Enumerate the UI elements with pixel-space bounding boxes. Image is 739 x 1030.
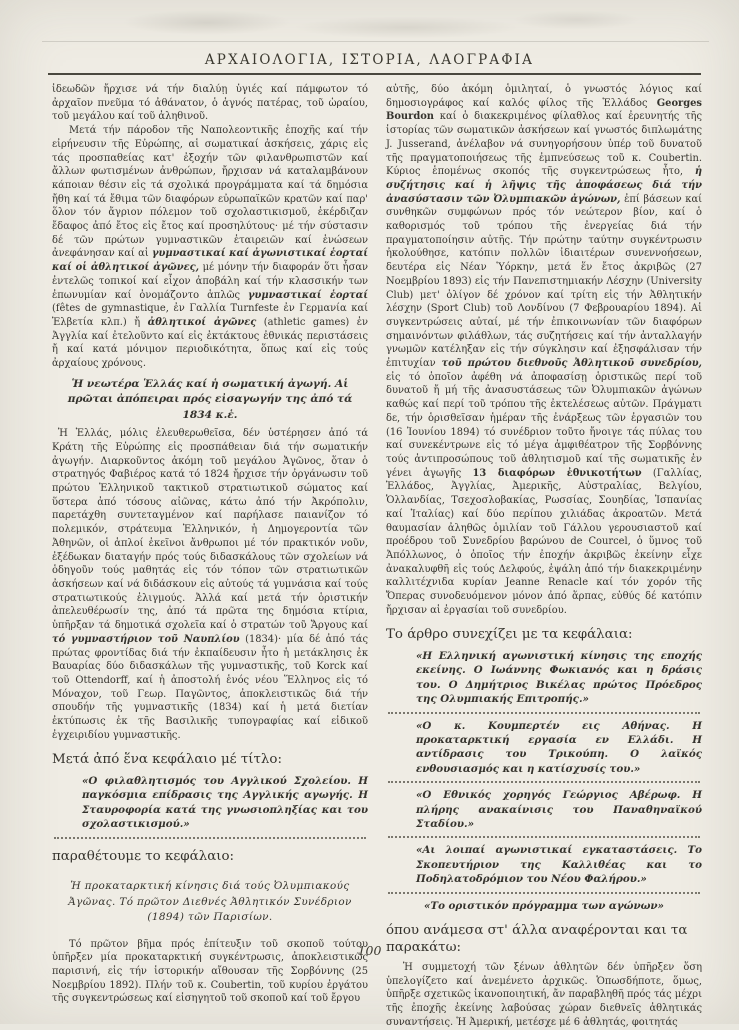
two-column-text-area — [52, 83, 703, 1030]
chapter-title-quote: «Ο Εθνικός χορηγός Γεώργιος Αβέρωφ. Η πλήρης ανακαίνισις του Παναθηναϊκού Σταδίου.» — [416, 789, 702, 830]
dotted-separator — [54, 836, 366, 839]
dotted-separator — [388, 891, 700, 894]
chapter-title-quote: «Αι λοιπαί αγωνιστικαί εγκαταστάσεις. Το Σκοπευτήριον της Καλλιθέας και το Ποδηλατοδρόμιον του Νέου Φαλήρου.» — [416, 844, 702, 886]
lead-in-text: Το άρθρο συνεχίζει με τα κεφάλαια: — [386, 627, 633, 643]
top-edge-artifact-line — [42, 41, 709, 42]
header-rule — [48, 73, 701, 75]
paragraph: Μετά τήν πάροδον τῆς Ναπολεοντικῆς ἐποχῆς καί τήν εἰρήνευσιν τῆς Εὐρώπης, αἱ σωματικαί ἀσκήσεις, χάρις εἰς τάς προσπαθείας κατ' ἐξοχήν τῶν φιλανθρωπιστῶν καί ἄλλων φωτισμένων ἀνθρώπων, ἤρχισαν νά καταλαμβάνουν κάποιαν θέσιν εἰς τά σχολικά προγράμματα καί τά δημόσια ἤθη καί τά ἔθιμα τῶν διαφόρων εὐρωπαϊκῶν κρατῶν καί παρ' ὅλον τόν ἄγριον πόλεμον τοῦ σχολαστικισμοῦ, ἐκέρδιζαν ἔδαφος ἀπό ἔτος εἰς ἔτος καί προσηλύτους· μέ τήν σύστασιν δέ τῶν πρώτων γυμναστικῶν ἑταιρειῶν καί ἑνώσεων ἀνεφάνησαν καί αἱ γυμναστικαί καί ἀγωνιστικαί ἑορταί καί οἱ ἀθλητικοί ἀγῶνες, μέ μόνην τήν διαφοράν ὅτι ἦσαν ἐντελῶς τοπικοί καί εἶχον ἀποβάλη καί τήν κλασσικήν των ἐπωνυμίαν καί ὀνομάζοντο ἁπλῶς γυμναστικαί ἑορταί (fêtes de gymnastique, ἐν Γαλλία Turnfeste ἐν Γερμανία καί Ἑλβετία κλπ.) ἤ ἀθλητικοί ἀγῶνες (athletic games) ἐν Ἀγγλία καί ἐτελοῦντο καί εἰς ἐκτάκτους ἐθνικάς περιστάσεις ἤ καί κατά μόνιμον περιοδικότητα, ὅπως καί εἰς τούς ἀρχαίους χρόνους. — [52, 125, 369, 370]
dotted-separator — [388, 835, 700, 838]
page-header-title: ΑΡΧΑΙΟΛΟΓΙΑ, ΙΣΤΟΡΙΑ, ΛΑΟΓΡΑΦΙΑ — [204, 52, 535, 68]
paragraph: Ἡ συμμετοχή τῶν ξένων ἀθλητῶν δέν ὑπῆρξεν ὅση ὑπελογίζετο καί ἀνεμένετο ἀρχικῶς. Ὁπωσδήποτε, ὅμως, ὑπῆρξε σχετικῶς ἱκανοποιητική, ἄν παραβληθῆ πρός τάς μέχρι τῆς ἐποχῆς ἐκείνης λαβούσας χώραν διεθνεῖς ἀθλητικάς συναντήσεις. Ἡ Ἀμερική, μετέσχε μέ 6 ἀθλητάς, φοιτητάς — [386, 962, 702, 1028]
final-chapter-title: «Το οριστικόν πρόγραμμα των αγώνων» — [424, 899, 664, 912]
lead-in-text: παραθέτουμε το κεφάλαιο: — [52, 848, 235, 864]
page-number: 100 — [357, 943, 382, 958]
paragraph-continuation: ἰδεωδῶν ἤρχισε νά τήν διαλύῃ ὑγιές καί πάμφωτον τό ἀρχαῖον πνεῦμα τό ἀθάνατον, ὁ ἁγνός πατέρας, τοῦ ὡραίου, τοῦ μεγάλου καί τοῦ ἀληθινοῦ. — [52, 84, 368, 123]
scan-noise-artifact — [0, 0, 739, 50]
lead-in-text: όπου ανάμεσα στ' άλλα αναφέρονται και τα παρακάτω: — [386, 923, 688, 955]
chapter-title-quote: «Ο φιλαθλητισμός του Αγγλικού Σχολείου. Η παγκόσμια επίδρασις της Αγγλικής αγωγής. Η Σταυροφορία κατά της γνωσιοπληξίας και του σχολαστικισμού.» — [82, 774, 368, 831]
chapter-title-quote: «Ο κ. Κουμπερτέν εις Αθήνας. Η προκαταρκτική εργασία εν Ελλάδι. Η αντίδρασις του Τρικούπη. Ο λαϊκός ενθουσιασμός και η κατίσχυσίς του.» — [416, 719, 702, 775]
section-heading: Ἡ νεωτέρα Ἑλλάς καί ἡ σωματική ἀγωγή. Αἱ πρῶται ἀπόπειραι πρός εἰσαγωγήν της ἀπό τά 1834 κ.ἑ. — [67, 377, 353, 421]
paragraph: Ἡ Ἑλλάς, μόλις ἐλευθερωθεῖσα, δέν ὑστέρησεν ἀπό τά Κράτη τῆς Εὐρώπης εἰς προσπάθειαν διά τήν σωματικήν ἀγωγήν. Διαρκοῦντος ἀκόμη τοῦ μεγάλου Ἀγῶνος, ὅταν ὁ στρατηγός Φαβιέρος κατά τό 1824 ἤρχισε τήν ὀργάνωσιν τοῦ πρώτου Ἑλληνικοῦ τακτικοῦ στρατιωτικοῦ σώματος καί ὕστερα ἀπό τόσους αἰῶνας, κάτω ἀπό τήν Ἀκρόπολιν, παρετάχθη συντεταγμένον καί παρήλασε παιανίζον τό πολεμικόν, στράτευμα Ἑλληνικόν, ἡ Δημογεροντία τῶν Ἀθηνῶν, οἱ ἁπλοί ἐκεῖνοι ἄνθρωποι μέ τόν πρακτικόν νοῦν, ἐξέδωκαν διαταγήν πρός τούς διδασκάλους τῶν σχολείων νά ὁδηγοῦν τούς μαθητάς εἰς τόν τόπον τῶν στρατιωτικῶν ἀσκήσεων καί νά διδάσκουν εἰς αὐτούς τά γυμνάσια καί τούς στρατιωτικούς ἑλιγμούς. Ἀλλά καί μετά τήν ὁριστικήν ἀπελευθέρωσίν της, ἀπό τά πρῶτα της δημόσια κτίρια, ὑπῆρξαν τά δημοτικά σχολεῖα καί ὁ στρατών τοῦ Ἄργους καί τό γυμναστήριον τοῦ Ναυπλίου (1834)· μία δέ ἀπό τάς πρώτας φροντίδας διά τήν ἐκπαίδευσιν ἦτο ἡ μετάκλησις ἐκ Βαυαρίας δύο διδασκάλων τῆς γυμναστικῆς, τοῦ Korck καί τοῦ Ottendorff, καί ἡ ἀποστολή ἑνός νέου Ἕλληνος εἰς τό Μόναχον, τοῦ Γεωρ. Παγῶντος, ἀποκλειστικῶς διά τήν σπουδήν τῆς γυμναστικῆς (1834) καί ἡ μετά διετίαν ἐκτύπωσις ἐκ τῆς Βασιλικῆς τυπογραφίας καί εἰδικοῦ ἐγχειριδίου γυμναστικῆς. — [52, 428, 368, 741]
left-column — [52, 83, 368, 1030]
lead-in-text: Μετά ἀπό ἕνα κεφάλαιο μέ τίτλο: — [52, 752, 282, 768]
chapter-heading: Ἡ προκαταρκτική κίνησις διά τούς Ὀλυμπιακούς Ἀγῶνας. Τό πρῶτον Διεθνές Ἀθλητικόν Συνέδριον (1894) τῶν Παρισίων. — [68, 880, 352, 924]
paragraph-continuation: αὐτῆς, δύο ἀκόμη ὁμιληταί, ὁ γνωστός λόγιος καί δημοσιογράφος καί καλός φίλος τῆς Ἑλλάδος Georges Bourdon καί ὁ διακεκριμένος φίλαθλος καί ἐρευνητής τῆς ἱστορίας τῶν σωματικῶν ἀσκήσεων καί γνωστός διπλωμάτης J. Jusserand, ἀνέλαβον νά συνηγορήσουν ὑπέρ τοῦ δυνατοῦ τῆς πραγματοποιήσεως τῆς ἐμπνεύσεως τοῦ κ. Coubertin. Κύριος ἑπομένως σκοπός τῆς συγκεντρώσεως ἦτο, ἡ συζήτησις καί ἡ λῆψις τῆς ἀποφάσεως διά τήν ἀνασύστασιν τῶν Ὀλυμπιακῶν ἀγώνων, ἐπί βάσεων καί συνθηκῶν συμφώνων πρός τόν νεώτερον βίον, καί ὁ καθορισμός τοῦ τρόπου τῆς ἐνεργείας διά τήν πραγματοποίησιν αὐτῆς. Τήν πρώτην ταύτην συγκέντρωσιν ἠκολούθησε, κατόπιν πολλῶν ἰδιαιτέρων συνεννοήσεων, δευτέρα εἰς Νέαν Ὑόρκην, μετά ἕν ἔτος ἀκριβῶς (27 Νοεμβρίου 1893) εἰς τήν Πανεπιστημιακήν Λέσχην (University Club) μετ' ὀλίγον δέ χρόνον καί τρίτη εἰς τήν Ἀθλητικήν λέσχην (Sport Club) τοῦ Λονδίνου (7 Φεβρουαρίου 1894). Αἱ συγκεντρώσεις αὐταί, μέ τήν ἐπικοινωνίαν τῶν διαφόρων σημαινόντων φιλάθλων, τάς συζητήσεις καί τήν ἀνταλλαγήν γνωμῶν κατέληξαν εἰς τήν σύγκλησιν καί ἐξησφάλισαν τήν ἐπιτυχίαν τοῦ πρώτου διεθνοῦς Ἀθλητικοῦ συνεδρίου, εἰς τό ὁποῖον ἀφέθη νά ἀποφασίσῃ ὁριστικῶς περί τοῦ δυνατοῦ ἤ μή τῆς ἀνασυστάσεως τῶν Ὀλυμπιακῶν ἀγώνων καθώς καί περί τοῦ τρόπου τῆς ἐκτελέσεως αὐτῶν. Πράγματι δε, τήν ὁρισθεῖσαν ἡμέραν τῆς ἐνάρξεως τῶν ἐργασιῶν του (16 Ἰουνίου 1894) τό συνέδριον τοῦτο ἤνοιγε τάς πύλας του καί συνεκέντρωνε εἰς τό μέγα ἀμφιθέατρον τῆς Σορβόννης τούς ἀντιπροσώπους τοῦ ἀθλητισμοῦ καί τῆς σωματικῆς ἐν γένει ἀγωγῆς 13 διαφόρων ἐθνικοτήτων (Γαλλίας, Ἑλλάδος, Ἀγγλίας, Ἀμερικῆς, Αὐστραλίας, Βελγίου, Ὁλλανδίας, Τσεχοσλοβακίας, Ρωσσίας, Σουηδίας, Ἱσπανίας καί Ἰταλίας) καί δύο περίπου χιλιάδας ἀκροατῶν. Μετά θαυμασίαν ἀληθῶς ὁμιλίαν τοῦ Γάλλου γερουσιαστοῦ καί προέδρου τοῦ Συνεδρίου βαρώνου de Courcel, ὁ ὕμνος τοῦ Ἀπόλλωνος, ὁ ὁποῖος τήν ἐποχήν ἀκριβῶς ἐκείνην εἶχε ἀνακαλυφθῆ εἰς τούς Δελφούς, ἐψάλη ἀπό τήν διακεκριμένην καλλιτέχνιδα κυρίαν Jeanne Renacle καί τόν χορόν τῆς Ὄπερας συνοδευόμενον μόνον ἀπό ἅρπας, εὐθύς δέ κατόπιν ἤρχισαν αἱ ἐργασίαι τοῦ συνεδρίου. — [386, 84, 702, 616]
dotted-separator — [388, 780, 700, 783]
chapter-title-quote: «Η Ελληνική αγωνιστική κίνησις της εποχής εκείνης. Ο Ιωάννης Φωκιανός και η δράσις του. Ο Δημήτριος Βικέλας πρώτος Πρόεδρος της Ολυμπιακής Επιτροπής.» — [416, 649, 702, 706]
right-column — [386, 83, 702, 1030]
dotted-separator — [388, 711, 700, 714]
paragraph: Τό πρῶτον βῆμα πρός ἐπίτευξιν τοῦ σκοποῦ τούτου ὑπῆρξεν μία προκαταρκτική συγκέντρωσις, ἀποκλειστικῶς παρισινή, εἰς τήν ἱστορικήν αἴθουσαν τῆς Σορβόννης (25 Νοεμβρίου 1892). Πλήν τοῦ κ. Coubertin, τοῦ κυρίου ἐργάτου τῆς συγκεντρώσεως καί εἰσηγητοῦ τοῦ σκοποῦ καί τοῦ ἔργου — [52, 938, 368, 1005]
